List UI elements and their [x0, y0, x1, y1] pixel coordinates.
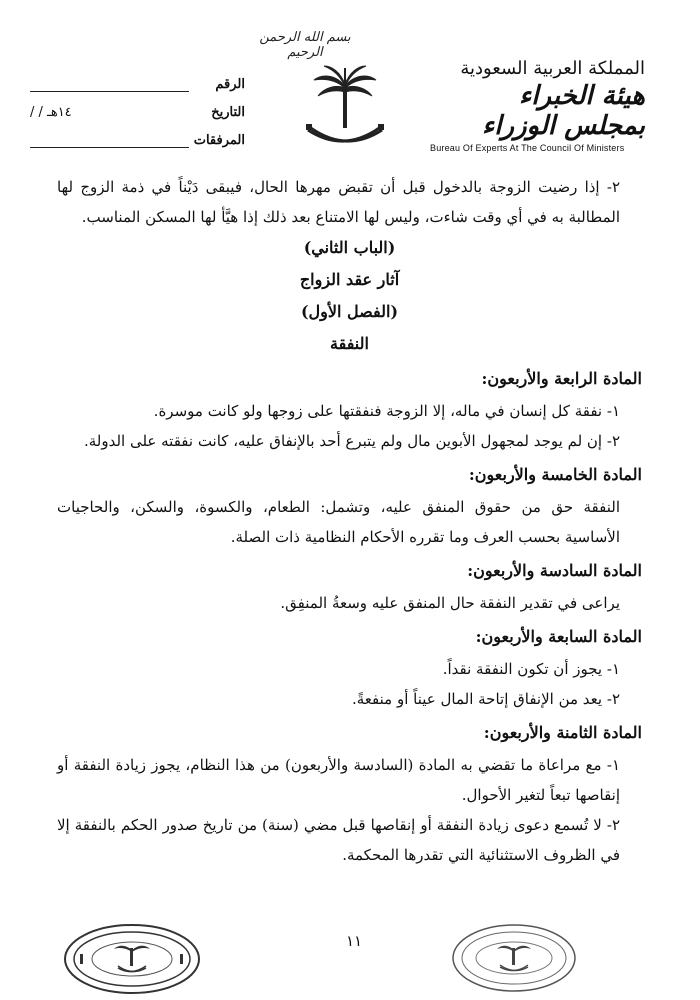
official-seal-icon	[450, 922, 578, 994]
chapter-title: آثار عقد الزواج	[299, 270, 400, 289]
article-44-item-2: ٢- إن لم يوجد لمجهول الأبوين مال ولم يتبرع أحد بالإنفاق عليه، كانت نفقته على الدولة.	[83, 432, 620, 450]
article-48-item-1: ١- مع مراعاة ما تقضي به المادة (السادسة والأربعون) من هذا النظام، يجوز زيادة النفقة أو إنقاصها تبعاً لتغير الأحوال.	[57, 756, 620, 804]
basmala: بسم الله الرحمن الرحيم	[259, 30, 351, 60]
attachments-label: المرفقات	[193, 132, 245, 148]
article-44-heading: المادة الرابعة والأربعون:	[481, 369, 642, 388]
official-seal-icon	[62, 922, 202, 996]
organization-heading	[430, 58, 645, 153]
palm-swords-emblem-icon	[300, 64, 390, 148]
page-number: ١١	[345, 932, 363, 950]
section-title: النفقة	[330, 334, 369, 353]
article-46-heading: المادة السادسة والأربعون:	[467, 561, 642, 580]
organization-name: هيئة الخبراء بمجلس الوزراء	[482, 81, 645, 141]
letter-meta	[30, 70, 245, 154]
attachments-row	[30, 126, 245, 154]
date-row	[30, 98, 245, 126]
article-47-item-2: ٢- يعد من الإنفاق إتاحة المال عيناً أو منفعةً.	[352, 690, 620, 708]
chapter-label: (الباب الثاني)	[303, 238, 396, 257]
article-44-item-1: ١- نفقة كل إنسان في ماله، إلا الزوجة فنفقتها على زوجها ولو كانت موسرة.	[153, 402, 620, 420]
organization-name-english: Bureau Of Experts At The Council Of Ministers	[430, 143, 625, 153]
article-48-heading: المادة الثامنة والأربعون:	[483, 723, 642, 742]
document-body	[57, 172, 642, 870]
article-48-item-2: ٢- لا تُسمع دعوى زيادة النفقة أو إنقاصها قبل مضي (سنة) من تاريخ صدور الحكم بالنفقة إلا في الظروف الاستثنائية التي تقدرها المحكمة.	[57, 816, 620, 864]
kingdom-name: المملكة العربية السعودية	[460, 58, 645, 79]
article-47-item-1: ١- يجوز أن تكون النفقة نقداً.	[442, 660, 620, 678]
section-label: (الفصل الأول)	[300, 302, 399, 321]
intro-item: ٢- إذا رضيت الزوجة بالدخول قبل أن تقبض مهرها الحال، فيبقى دَيْناً في ذمة الزوج لها المطالبة به في أي وقت شاءت، وليس لها الامتناع بعد ذلك إذا هيَّأ لها المسكن المناسب.	[57, 178, 620, 226]
article-45-text: النفقة حق من حقوق المنفق عليه، وتشمل: الطعام، والكسوة، والسكن، والحاجيات الأساسية بحسب العرف وما تقرره الأحكام النظامية ذات الصلة.	[57, 498, 620, 546]
reference-label: الرقم	[215, 76, 245, 92]
date-label: التاريخ	[211, 104, 245, 120]
article-45-heading: المادة الخامسة والأربعون:	[468, 465, 642, 484]
article-46-text: يراعى في تقدير النفقة حال المنفق عليه وسعةُ المنفِق.	[280, 594, 620, 612]
date-value: / / ١٤هـ	[30, 105, 72, 120]
reference-line	[30, 77, 189, 92]
article-47-heading: المادة السابعة والأربعون:	[475, 627, 642, 646]
attachments-line	[30, 133, 189, 148]
reference-row	[30, 70, 245, 98]
